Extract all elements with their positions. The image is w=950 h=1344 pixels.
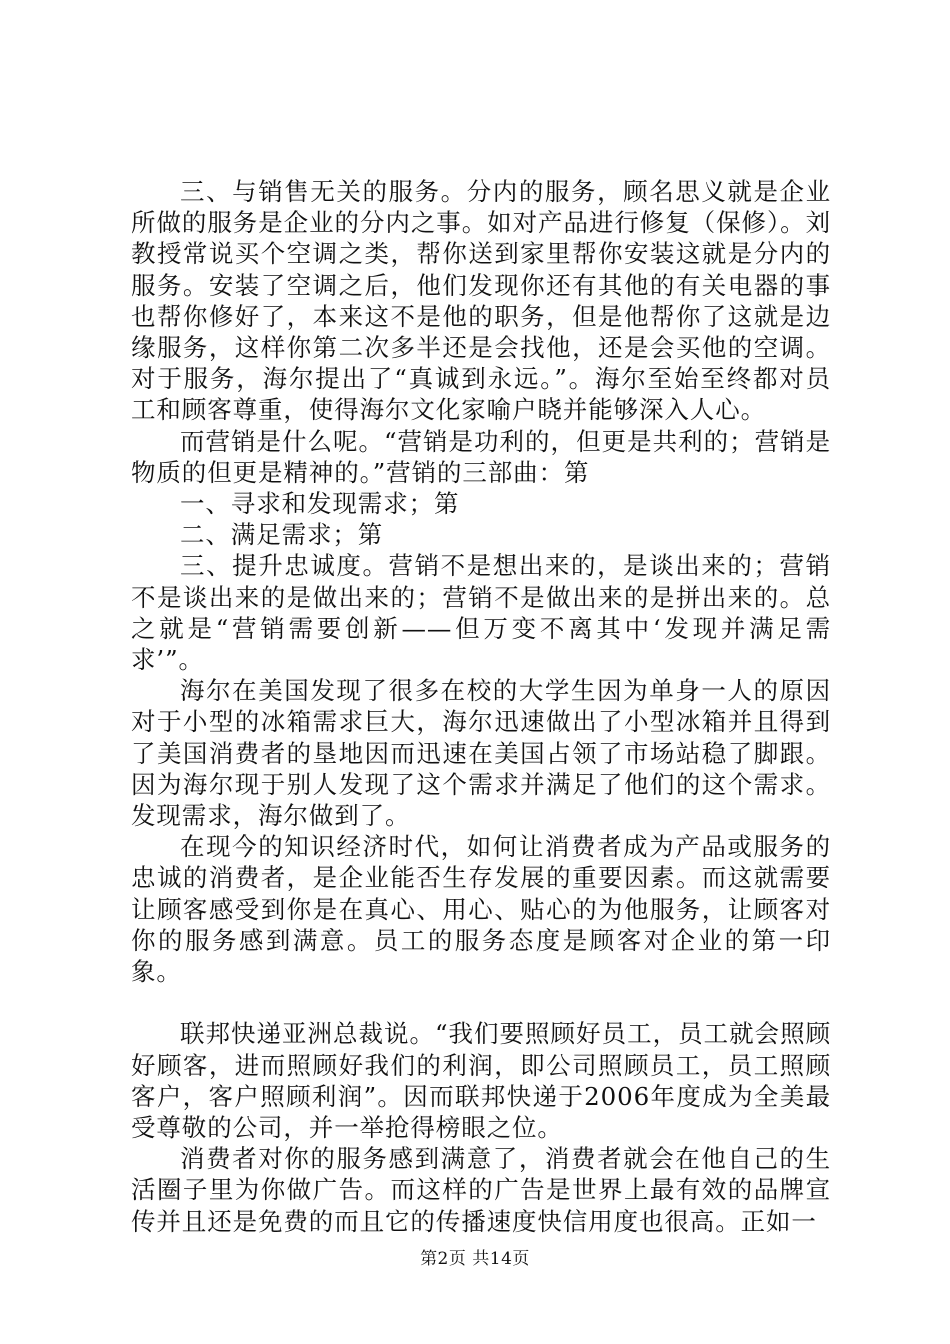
page-number-footer: 第2页 共14页 <box>420 1249 530 1269</box>
paragraph-7: 在现今的知识经济时代，如何让消费者成为产品或服务的忠诚的消费者，是企业能否生存发展的重要因素。而这就需要让顾客感受到你是在真心、用心、贴心的为他服务，让顾客对你的服务感到满意。员工的服务态度是顾客对企业的第一印象。 <box>131 832 831 987</box>
paragraph-1: 三、与销售无关的服务。分内的服务，顾名思义就是企业所做的服务是企业的分内之事。如对产品进行修复（保修）。刘教授常说买个空调之类，帮你送到家里帮你安装这就是分内的服务。安装了空调之后，他们发现你还有其他的有关电器的事也帮你修好了，本来这不是他的职务，但是他帮你了这就是边缘服务，这样你第二次多半还是会找他，还是会买他的空调。对于服务，海尔提出了“真诚到永远。”。海尔至始至终都对员工和顾客尊重，使得海尔文化家喻户晓并能够深入人心。 <box>131 177 831 425</box>
paragraph-spacer <box>131 987 831 1018</box>
paragraph-9: 消费者对你的服务感到满意了，消费者就会在他自己的生活圈子里为你做广告。而这样的广告是世界上最有效的品牌宣传并且还是免费的而且它的传播速度快信用度也很高。正如一 <box>131 1144 831 1236</box>
paragraph-3: 一、寻求和发现需求；第 <box>180 489 460 519</box>
paragraph-5: 三、提升忠诚度。营销不是想出来的，是谈出来的；营销不是谈出来的是做出来的；营销不是做出来的是拼出来的。总之就是“营销需要创新——但万变不离其中‘发现并满足需求’”。 <box>131 551 831 675</box>
paragraph-2: 而营销是什么呢。“营销是功利的，但更是共利的；营销是物质的但更是精神的。”营销的三部曲：第 <box>131 426 831 487</box>
paragraph-8: 联邦快递亚洲总裁说。“我们要照顾好员工，员工就会照顾好顾客，进而照顾好我们的利润，即公司照顾员工，员工照顾客户，客户照顾利润”。因而联邦快递于2006年度成为全美最受尊敬的公司，并一举抢得榜眼之位。 <box>131 1019 831 1143</box>
document-body <box>131 176 831 1237</box>
paragraph-4: 二、满足需求；第 <box>180 520 384 550</box>
paragraph-6: 海尔在美国发现了很多在校的大学生因为单身一人的原因对于小型的冰箱需求巨大，海尔迅速做出了小型冰箱并且得到了美国消费者的垦地因而迅速在美国占领了市场站稳了脚跟。因为海尔现于别人发现了这个需求并满足了他们的这个需求。发现需求，海尔做到了。 <box>131 676 831 831</box>
